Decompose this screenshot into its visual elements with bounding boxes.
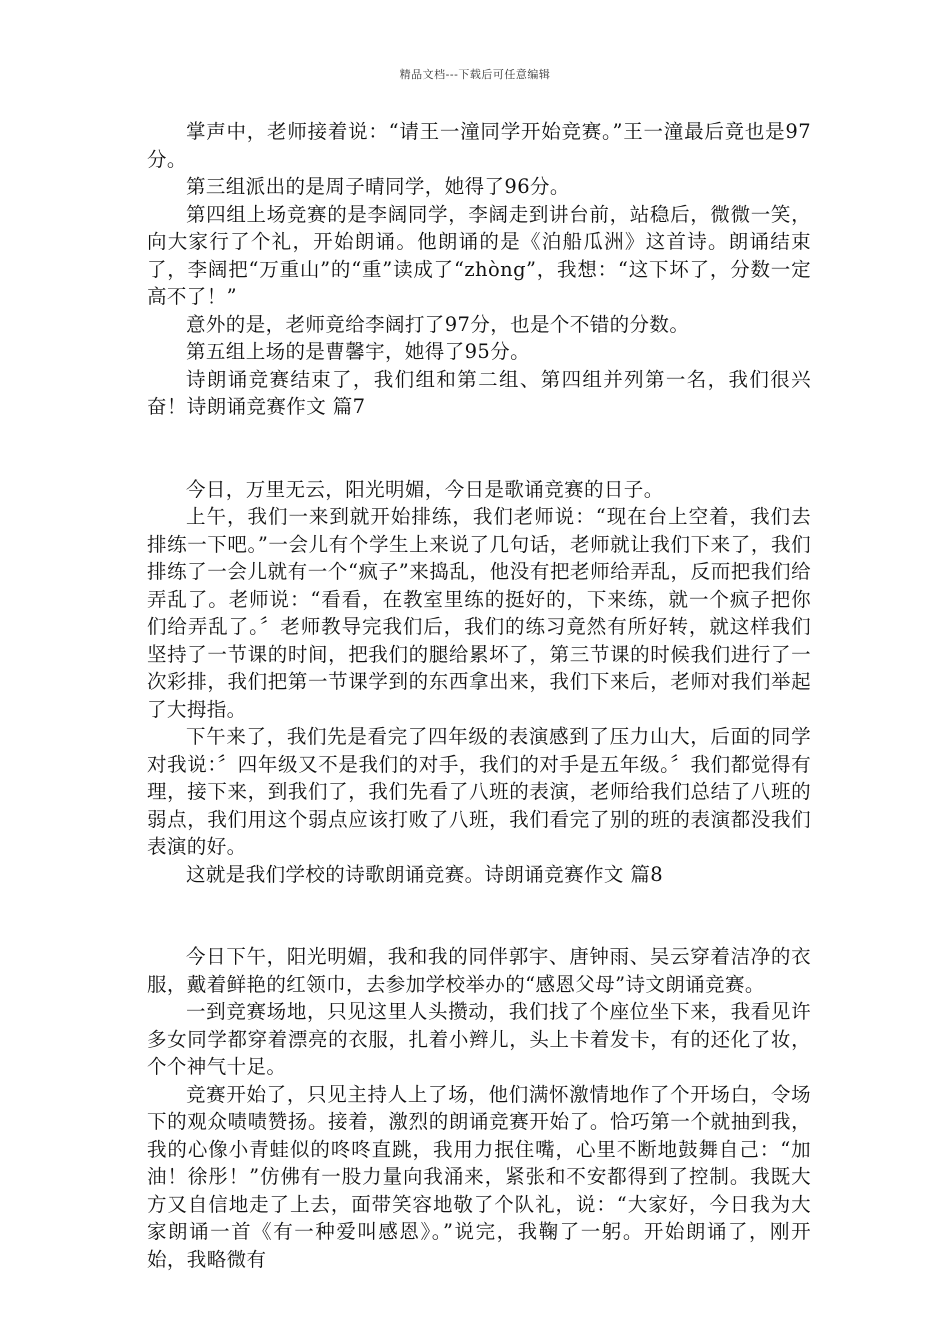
paragraph: 上午，我们一来到就开始排练，我们老师说：“现在台上空着，我们去排练一下吧。”一会儿有个学生上来说了几句话，老师就让我们下来了，我们排练了一会儿就有一个“疯子”来捣乱，他没有把老师给弄乱，反而把我们给弄乱了。老师说：“看看，在教室里练的挺好的，下来练，就一个疯子把你们给弄乱了。〞老师教导完我们后，我们的练习竟然有所好转，就这样我们坚持了一节课的时间，把我们的腿给累坏了，第三节课的时候我们进行了一次彩排，我们把第一节课学到的东西拿出来，我们下来后，老师对我们举起了大拇指。 [147,505,811,721]
paragraph: 一到竞赛场地，只见这里人头攒动，我们找了个座位坐下来，我看见许多女同学都穿着漂亮的衣服，扎着小辫儿，头上卡着发卡，有的还化了妆，个个神气十足。 [147,1000,811,1078]
paragraph: 诗朗诵竞赛结束了，我们组和第二组、第四组并列第一名，我们很兴奋！诗朗诵竞赛作文 篇7 [147,367,811,418]
paragraph: 今日，万里无云，阳光明媚，今日是歌诵竞赛的日子。 [186,477,664,501]
paragraph: 第四组上场竞赛的是李阔同学，李阔走到讲台前，站稳后，微微一笑，向大家行了个礼，开始朗诵。他朗诵的是《泊船瓜洲》这首诗。朗诵结束了，李阔把“万重山”的“重”读成了“zhòng”，我想：“这下坏了，分数一定高不了！” [147,202,811,308]
section-spacer [147,888,811,943]
document-body [147,118,811,1273]
paragraph: 竞赛开始了，只见主持人上了场，他们满怀激情地作了个开场白，令场下的观众啧啧赞扬。接着，激烈的朗诵竞赛开始了。恰巧第一个就抽到我，我的心像小青蛙似的咚咚直跳，我用力抿住嘴，心里不断地鼓舞自己：“加油！徐彤！”仿佛有一股力量向我涌来，紧张和不安都得到了控制。我既大方又自信地走了上去，面带笑容地敬了个队礼，说：“大家好，今日我为大家朗诵一首《有一种爱叫感恩》。”说完，我鞠了一躬。开始朗诵了，刚开始，我略微有 [147,1082,811,1271]
section-spacer [147,421,811,476]
paragraph: 第三组派出的是周子晴同学，她得了96分。 [186,175,570,198]
page-header: 精品文档---下载后可任意编辑 [399,68,551,81]
paragraph: 掌声中，老师接着说：“请王一潼同学开始竞赛。”王一潼最后竟也是97分。 [147,120,811,171]
paragraph: 这就是我们学校的诗歌朗诵竞赛。诗朗诵竞赛作文 篇8 [186,862,664,886]
paragraph: 第五组上场的是曹馨宇，她得了95分。 [186,340,531,363]
paragraph: 意外的是，老师竟给李阔打了97分，也是个不错的分数。 [186,312,690,336]
paragraph: 下午来了，我们先是看完了四年级的表演感到了压力山大，后面的同学对我说：〞四年级又不是我们的对手，我们的对手是五年级。〞我们都觉得有理，接下来，到我们了，我们先看了八班的表演，老师给我们总结了八班的弱点，我们用这个弱点应该打败了八班，我们看完了别的班的表演都没我们表演的好。 [147,725,811,858]
paragraph: 今日下午，阳光明媚，我和我的同伴郭宇、唐钟雨、吴云穿着洁净的衣服，戴着鲜艳的红领巾，去参加学校举办的“感恩父母”诗文朗诵竞赛。 [147,945,811,996]
